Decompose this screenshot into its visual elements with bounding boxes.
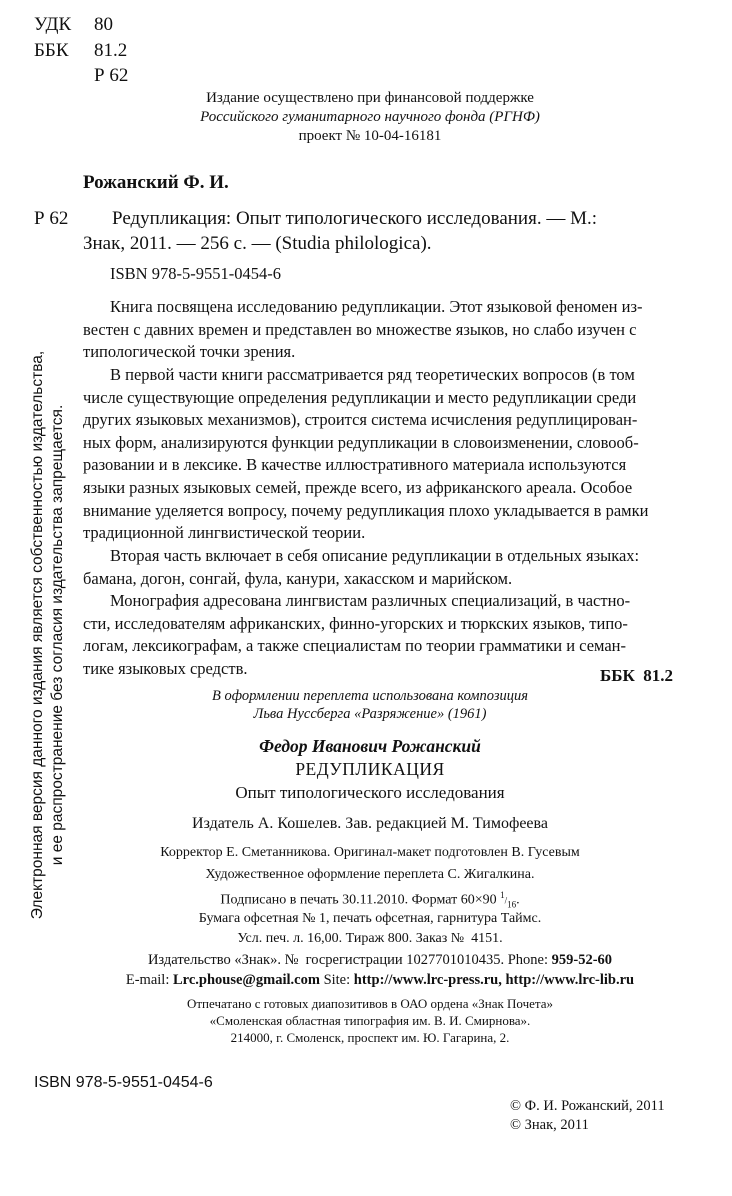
colophon-sheets: Усл. печ. л. 16,00. Тираж 800. Заказ № 4151. <box>237 931 503 946</box>
abstract-line: В первой части книги рассматривается ряд теоретических вопросов (в том <box>110 365 635 384</box>
abstract-line: ных форм, анализируются функции редупликации в словоизменении, словооб- <box>83 432 639 452</box>
cover-note-line-1: В оформлении переплета использована композиция <box>212 688 528 704</box>
abstract-paragraph-2 <box>83 364 697 545</box>
abstract-paragraph-3 <box>83 545 697 590</box>
udk-row <box>34 14 113 36</box>
colophon-title: РЕДУПЛИКАЦИЯ <box>295 759 445 779</box>
author-heading: Рожанский Ф. И. <box>83 172 229 193</box>
abstract-line: тике языковых средств. <box>83 658 248 678</box>
abstract-paragraph-1 <box>83 296 697 364</box>
bbk-bottom: ББК 81.2 <box>600 666 674 685</box>
author-mark: Р 62 <box>94 65 129 86</box>
colophon-publisher: Издатель А. Кошелев. Зав. редакцией М. Тимофеева <box>192 815 548 832</box>
colophon-contacts <box>40 972 720 989</box>
bbk-label: ББК <box>34 40 69 61</box>
email-link[interactable]: Lrc.phouse@gmail.com <box>172 972 320 988</box>
side-copyright-notice <box>28 285 68 985</box>
copyright-author: © Ф. И. Рожанский, 2011 <box>510 1098 665 1114</box>
site-label: Site: <box>319 972 354 988</box>
bottom-isbn: ISBN 978-5-9551-0454-6 <box>34 1074 213 1091</box>
colophon-design: Художественное оформление переплета С. Жигалкина. <box>205 867 535 882</box>
site-links[interactable]: http://www.lrc-press.ru, http://www.lrc-lib.ru <box>353 972 635 988</box>
colophon-subtitle: Опыт типологического исследования <box>235 783 505 802</box>
format-fraction-numerator: 1 <box>500 890 505 900</box>
copyright-publisher: © Знак, 2011 <box>510 1117 589 1133</box>
abstract-line: сти, исследователям африканских, финно-угорских и тюркских языков, типо- <box>83 613 628 633</box>
abstract-line: внимание уделяется вопросу, почему редупликация плохо укладывается в рамки <box>83 500 649 520</box>
abstract-line: других языковых механизмов), строится система исчисления редуплицирован- <box>83 410 638 430</box>
abstract-line: языки разных языковых семей, прежде всего, из африканского ареала. Особое <box>83 477 633 497</box>
bbk-value: 81.2 <box>94 40 128 61</box>
udk-label: УДК <box>34 14 72 35</box>
abstract-line: числе существующие определения редупликации и место редупликации среди <box>83 387 637 407</box>
side-notice-line-1: Электронная версия данного издания является собственностью издательства, <box>29 350 46 920</box>
funding-line-1: Издание осуществлено при финансовой поддержке <box>206 90 534 106</box>
abstract-line: Монография адресована лингвистам различных специализаций, в частно- <box>110 591 631 610</box>
abstract-line: логам, лексикографам, а также специалистам по теории грамматики и семан- <box>83 636 627 656</box>
house-text: Издательство «Знак». № госрегистрации 1027701010435. Phone: <box>147 952 552 968</box>
colophon-author: Федор Иванович Рожанский <box>259 736 481 756</box>
colophon-corrector: Корректор Е. Сметанникова. Оригинал-макет подготовлен В. Гусевым <box>160 845 580 860</box>
abstract-line: Вторая часть включает в себя описание редупликации в отдельных языках: <box>110 546 640 565</box>
funding-line-2: Российского гуманитарного научного фонда (РГНФ) <box>200 109 540 125</box>
abstract-line: типологической точки зрения. <box>83 342 296 362</box>
colophon-house <box>40 952 720 969</box>
abstract-line: вестен с давних времен и представлен во множестве языков, но слабо изучен с <box>83 319 637 339</box>
abstract-line: бамана, догон, сонгай, фула, канури, хакасском и марийском. <box>83 568 513 588</box>
print-line-tail: . <box>516 892 520 908</box>
abstract-line: Книга посвящена исследованию редупликации. Этот языковой феномен из- <box>110 297 643 316</box>
bib-mark: Р 62 <box>34 208 69 229</box>
funding-line-3: проект № 10-04-16181 <box>298 128 442 144</box>
email-label: E-mail: <box>125 972 173 988</box>
cover-note-line-2: Льва Нуссберга «Разряжение» (1961) <box>253 706 487 722</box>
printer-line-2: «Смоленская областная типография им. В. И. Смирнова». <box>209 1013 531 1028</box>
udk-value: 80 <box>94 14 113 35</box>
bib-isbn: ISBN 978-5-9551-0454-6 <box>110 264 281 283</box>
print-line-text: Подписано в печать 30.11.2010. Формат 60×90 <box>220 892 501 908</box>
printer-line-3: 214000, г. Смоленск, проспект им. Ю. Гагарина, 2. <box>230 1030 510 1045</box>
house-phone: 959-52-60 <box>551 952 613 968</box>
printer-line-1: Отпечатано с готовых диапозитивов в ОАО ордена «Знак Почета» <box>186 996 554 1011</box>
colophon-print-line: Подписано в печать 30.11.2010. Формат 60×90 $^1/_{16}$. <box>220 890 520 910</box>
abstract-line: разовании и в лексике. В качестве иллюстративного материала используются <box>83 455 627 475</box>
side-notice-line-2: и ее распространение без согласия издательства запрещается. <box>49 404 66 866</box>
bbk-row <box>34 40 128 62</box>
bib-line-1: Редупликация: Опыт типологического исследования. — М.: <box>112 208 598 229</box>
colophon-paper: Бумага офсетная № 1, печать офсетная, гарнитура Таймс. <box>198 911 542 926</box>
bib-line-2: Знак, 2011. — 256 с. — (Studia philologica). <box>83 233 432 254</box>
abstract-line: традиционной лингвистической теории. <box>83 523 366 543</box>
format-fraction-denominator: 16 <box>507 899 517 910</box>
